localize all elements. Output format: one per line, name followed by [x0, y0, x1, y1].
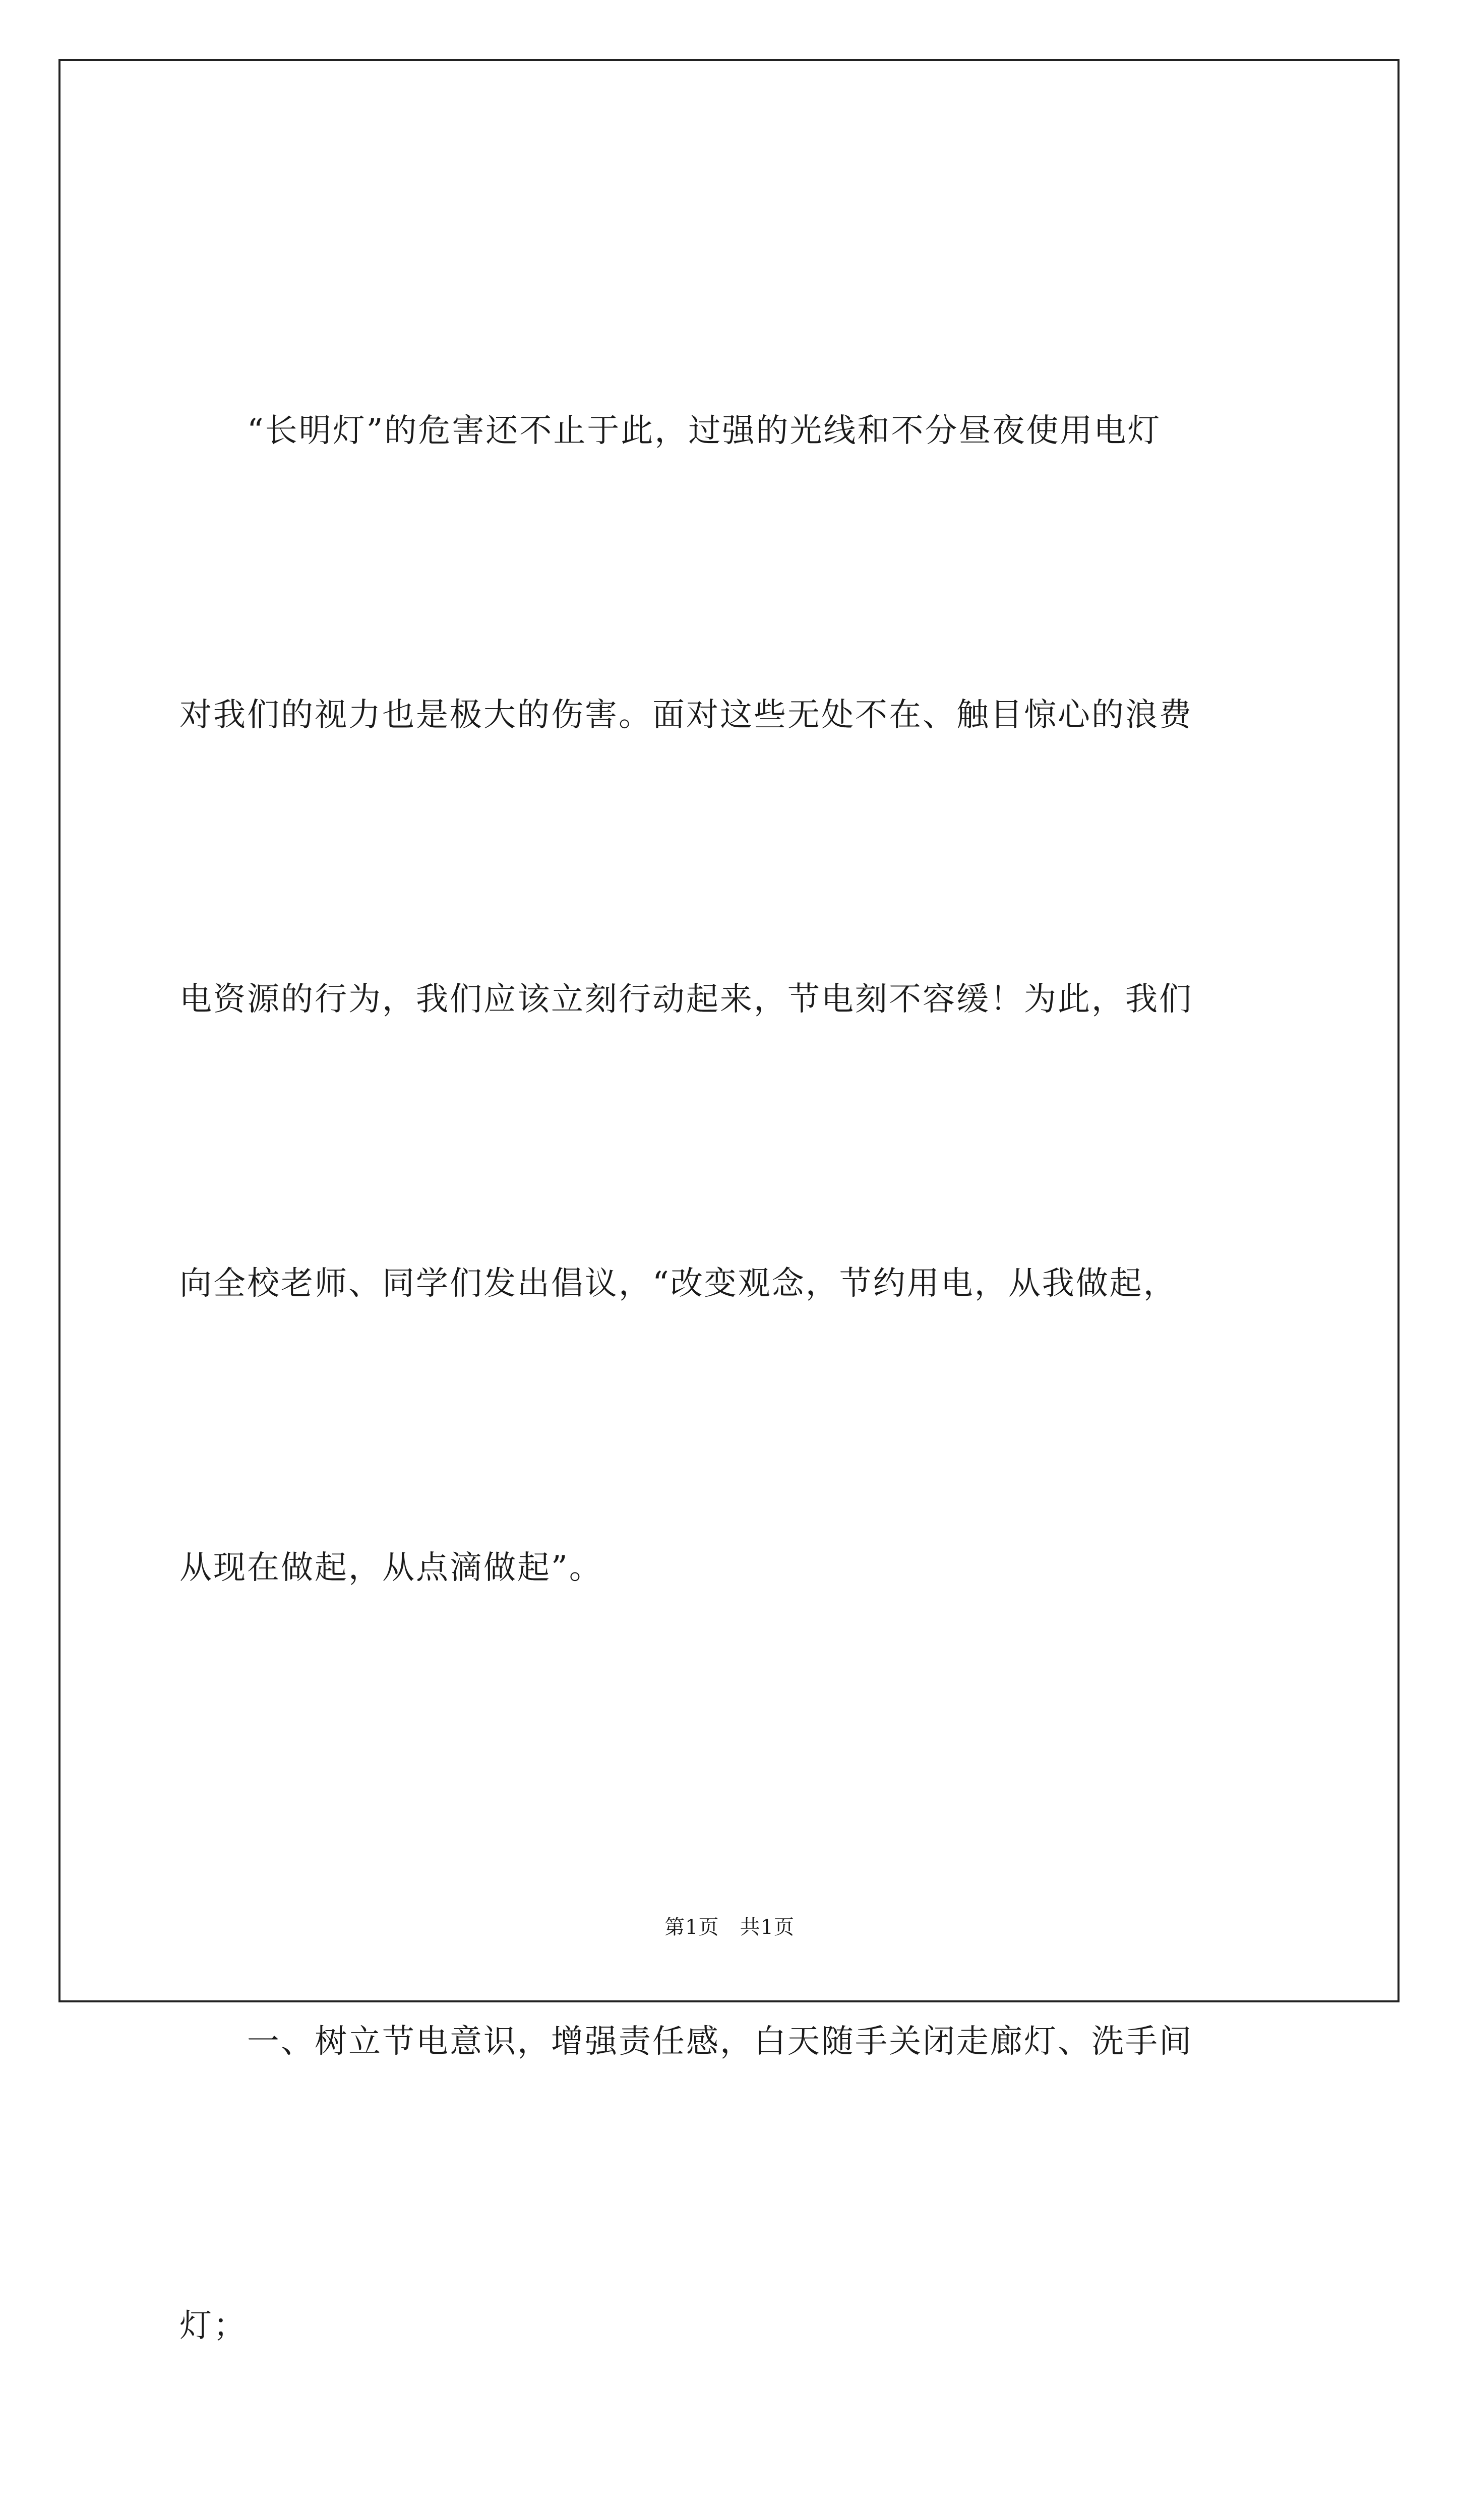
text-line: 一、树立节电意识，增强责任感，白天随手关闭走廊灯、洗手间	[179, 2023, 1193, 2060]
text-line: 电资源的行为，我们应该立刻行动起来，节电刻不容缓！为此，我们	[179, 981, 1193, 1018]
paragraph-intro	[179, 194, 1279, 1805]
text-line: 对我们的视力也是极大的伤害。面对这些无处不在、触目惊心的浪费	[179, 697, 1193, 734]
text-line: “长明灯”的危害还不止于此，过强的光线和不分昼夜使用电灯	[179, 412, 1162, 450]
text-line: 灯；	[179, 2307, 247, 2345]
page-number-footer: 第1页 共1页	[664, 1916, 795, 1939]
text-line: 从现在做起，从点滴做起”。	[179, 1549, 603, 1587]
document-body	[179, 194, 1279, 2520]
text-line: 向全校老师、同学们发出倡议，“改变观念，节约用电，从我做起，	[179, 1265, 1177, 1302]
